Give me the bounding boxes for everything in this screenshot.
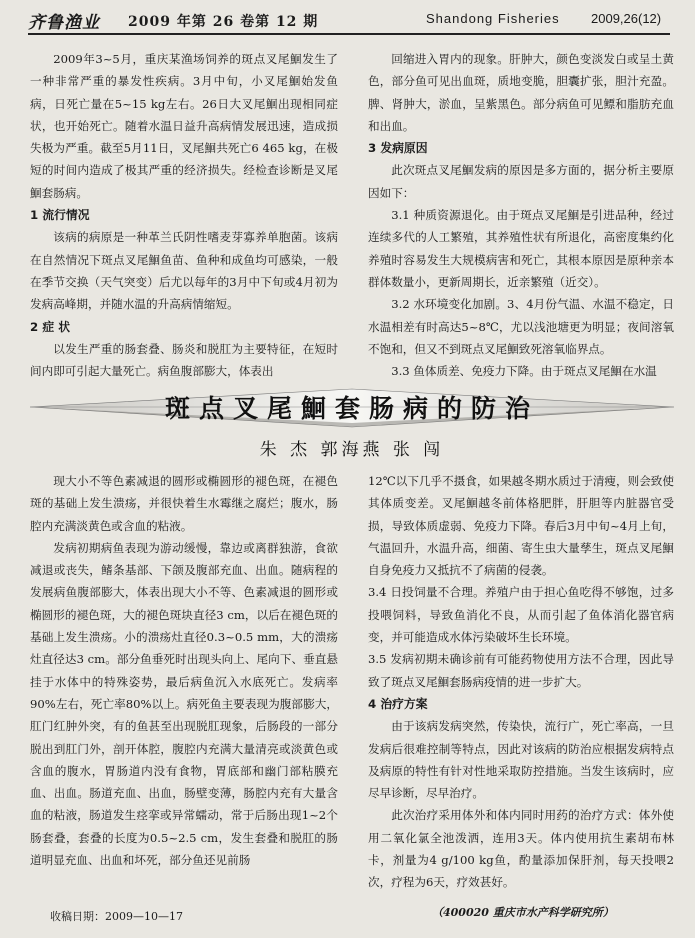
header-rule bbox=[28, 33, 670, 35]
title-banner bbox=[30, 383, 674, 469]
column-bottom-left bbox=[30, 470, 338, 871]
journal-logo: 齐鲁渔业 bbox=[28, 13, 100, 33]
section-heading: 2 症 状 bbox=[30, 319, 71, 334]
paragraph: 此次治疗采用体外和体内同时用药的治疗方式：体外使用二氧化氯全池泼洒，连用3天。体内使用抗生素胡布林卡，剂量为4 g/100 kg鱼，酌量添加保肝剂，每天投喂2次，疗程为6天，疗效甚好。 bbox=[368, 808, 674, 890]
author-affiliation: （400020 重庆市水产科学研究所） bbox=[432, 906, 614, 919]
paragraph: 此次斑点叉尾鮰发病的原因是多方面的，据分析主要原因如下： bbox=[368, 163, 674, 200]
paragraph: 由于该病发病突然，传染快，流行广，死亡率高，一旦发病后很难控制等特点，因此对该病的防治应根据发病特点及病原的特性有针对性地采取防控措施。当发生该病时，应尽早诊断，尽早治疗。 bbox=[368, 719, 674, 801]
paragraph: 3.5 发病初期未确诊前有可能药物使用方法不合理，因此导致了斑点叉尾鮰套肠病疫情的进一步扩大。 bbox=[368, 652, 674, 689]
paragraph: 2009年3~5月，重庆某渔场饲养的斑点叉尾鮰发生了一种非常严重的暴发性疾病。3月中旬，小叉尾鮰始发鱼病，日死亡量在5~15 kg左右。26日大叉尾鮰出现相同症状，也开始死亡。随着水温日益升高病情发展迅速，造成损失极为严重。截至5月11日，叉尾鮰共死亡6 465 kg，在极短的时间内造成了极其严重的经济损失。经检查诊断是叉尾鮰套肠病。 bbox=[30, 52, 338, 200]
paragraph: 3.4 日投饲量不合理。养殖户由于担心鱼吃得不够饱，过多投喂饲料，导致鱼消化不良，从而引起了鱼体消化器官病变，并可能造成水体污染破坏生长环境。 bbox=[368, 585, 674, 645]
section-heading: 4 治疗方案 bbox=[368, 696, 428, 711]
paragraph: 3.3 鱼体质差、免疫力下降。由于斑点叉尾鮰在水温 bbox=[391, 364, 657, 379]
paragraph: 发病初期病鱼表现为游动缓慢，靠边或离群独游，食欲减退或丧失，鳍条基部、下颌及腹部充血、出血。随病程的发展病鱼腹部膨大，体表出现大小不等、色素减退的圆形或椭圆形的褪色斑，大的褪色斑块直径3 cm，以后在褪色斑的基础上发生溃疡。小的溃疡灶直径0.3~0.5 mm，大的溃疡灶直径达3 cm。部分鱼垂死时出现头向上、尾向下、垂直悬挂于水体中的特殊姿势，最后病鱼沉入水底死亡。发病率90%左右，死亡率80%以上。病死鱼主要表现为腹部膨大，肛门红肿外突，有的鱼甚至出现脱肛现象，后肠段的一部分脱出到肛门外，剖开体腔，腹腔内充满大量清亮或淡黄色或含血的腹水，胃肠道内没有食物，胃底部和幽门部粘膜充血、出血。肠道充血、出血，肠壁变薄，肠腔内充有大量含血的粘液，肠道发生痉挛或异常蠕动，常于后肠出现1~2个肠套叠，套叠的长度为0.5~2.5 cm，发生套叠和脱肛的肠道明显充血、出血和坏死，部分鱼还见前肠 bbox=[30, 540, 338, 868]
page-header bbox=[28, 8, 668, 34]
received-date: 收稿日期：2009—10—17 bbox=[50, 910, 183, 923]
column-bottom-right bbox=[368, 470, 674, 894]
section-heading: 3 发病原因 bbox=[368, 141, 428, 156]
article-title: 斑点叉尾鮰套肠病的防治 bbox=[164, 394, 539, 423]
article-authors: 朱 杰 郭海燕 张 闯 bbox=[259, 440, 445, 460]
paragraph: 以发生严重的肠套叠、肠炎和脱肛为主要特征，在短时间内即可引起大量死亡。病鱼腹部膨大，体表出 bbox=[30, 341, 338, 379]
column-top-right bbox=[368, 48, 674, 382]
issue-info-en: 2009,26(12) bbox=[591, 11, 662, 26]
journal-name-en: Shandong Fisheries bbox=[426, 11, 560, 26]
paragraph: 现大小不等色素减退的圆形或椭圆形的褪色斑，在褪色斑的基础上发生溃疡，并很快着生水霉继之腐烂；腹水，肠腔内充满淡黄色或含血的粘液。 bbox=[30, 474, 338, 533]
paragraph: 3.2 水环境变化加剧。3、4月份气温、水温不稳定，日水温相差有时高达5~8℃，尤以浅池塘更为明显；夜间溶氧不饱和，但又不到斑点叉尾鮰致死溶氧临界点。 bbox=[368, 297, 674, 356]
paragraph: 回缩进入胃内的现象。肝肿大，颜色变淡发白或呈土黄色，部分鱼可见出血斑，质地变脆，胆囊扩张，胆汁充盈。脾、肾肿大，淤血，呈紫黑色。部分病鱼可见鳔和脂肪充血和出血。 bbox=[368, 52, 674, 133]
column-top-left bbox=[30, 48, 338, 382]
section-heading: 1 流行情况 bbox=[30, 208, 90, 223]
paragraph: 该病的病原是一种革兰氏阴性嗜麦芽寡养单胞菌。该病在自然情况下斑点叉尾鮰鱼苗、鱼种和成鱼均可感染，一般在季节交换（天气突变）后尤以每年的3月中下旬或4月初为发病高峰期，并随水温的升高病情缩短。 bbox=[30, 230, 338, 312]
issue-info-cn: 2009 年第 26 卷第 12 期 bbox=[128, 14, 319, 30]
paragraph: 12℃以下几乎不摄食，如果越冬期水质过于清瘦，则会致使其体质变差。叉尾鮰越冬前体格肥胖，肝胆等内脏器官受损，导致体质虚弱、免疫力下降。春后3月中旬~4月上旬，气温回升，水温升高，细菌、寄生虫大量孳生，斑点叉尾鮰自身免疫力又抵抗不了病菌的侵袭。 bbox=[368, 474, 674, 578]
paragraph: 3.1 种质资源退化。由于斑点叉尾鮰是引进品种，经过连续多代的人工繁殖，其养殖性状有所退化，高密度集约化养殖时容易发生大规模病害和死亡，其根本原因是原种亲本群体数量小，更新周期长，近亲繁殖（近交）。 bbox=[368, 208, 674, 289]
